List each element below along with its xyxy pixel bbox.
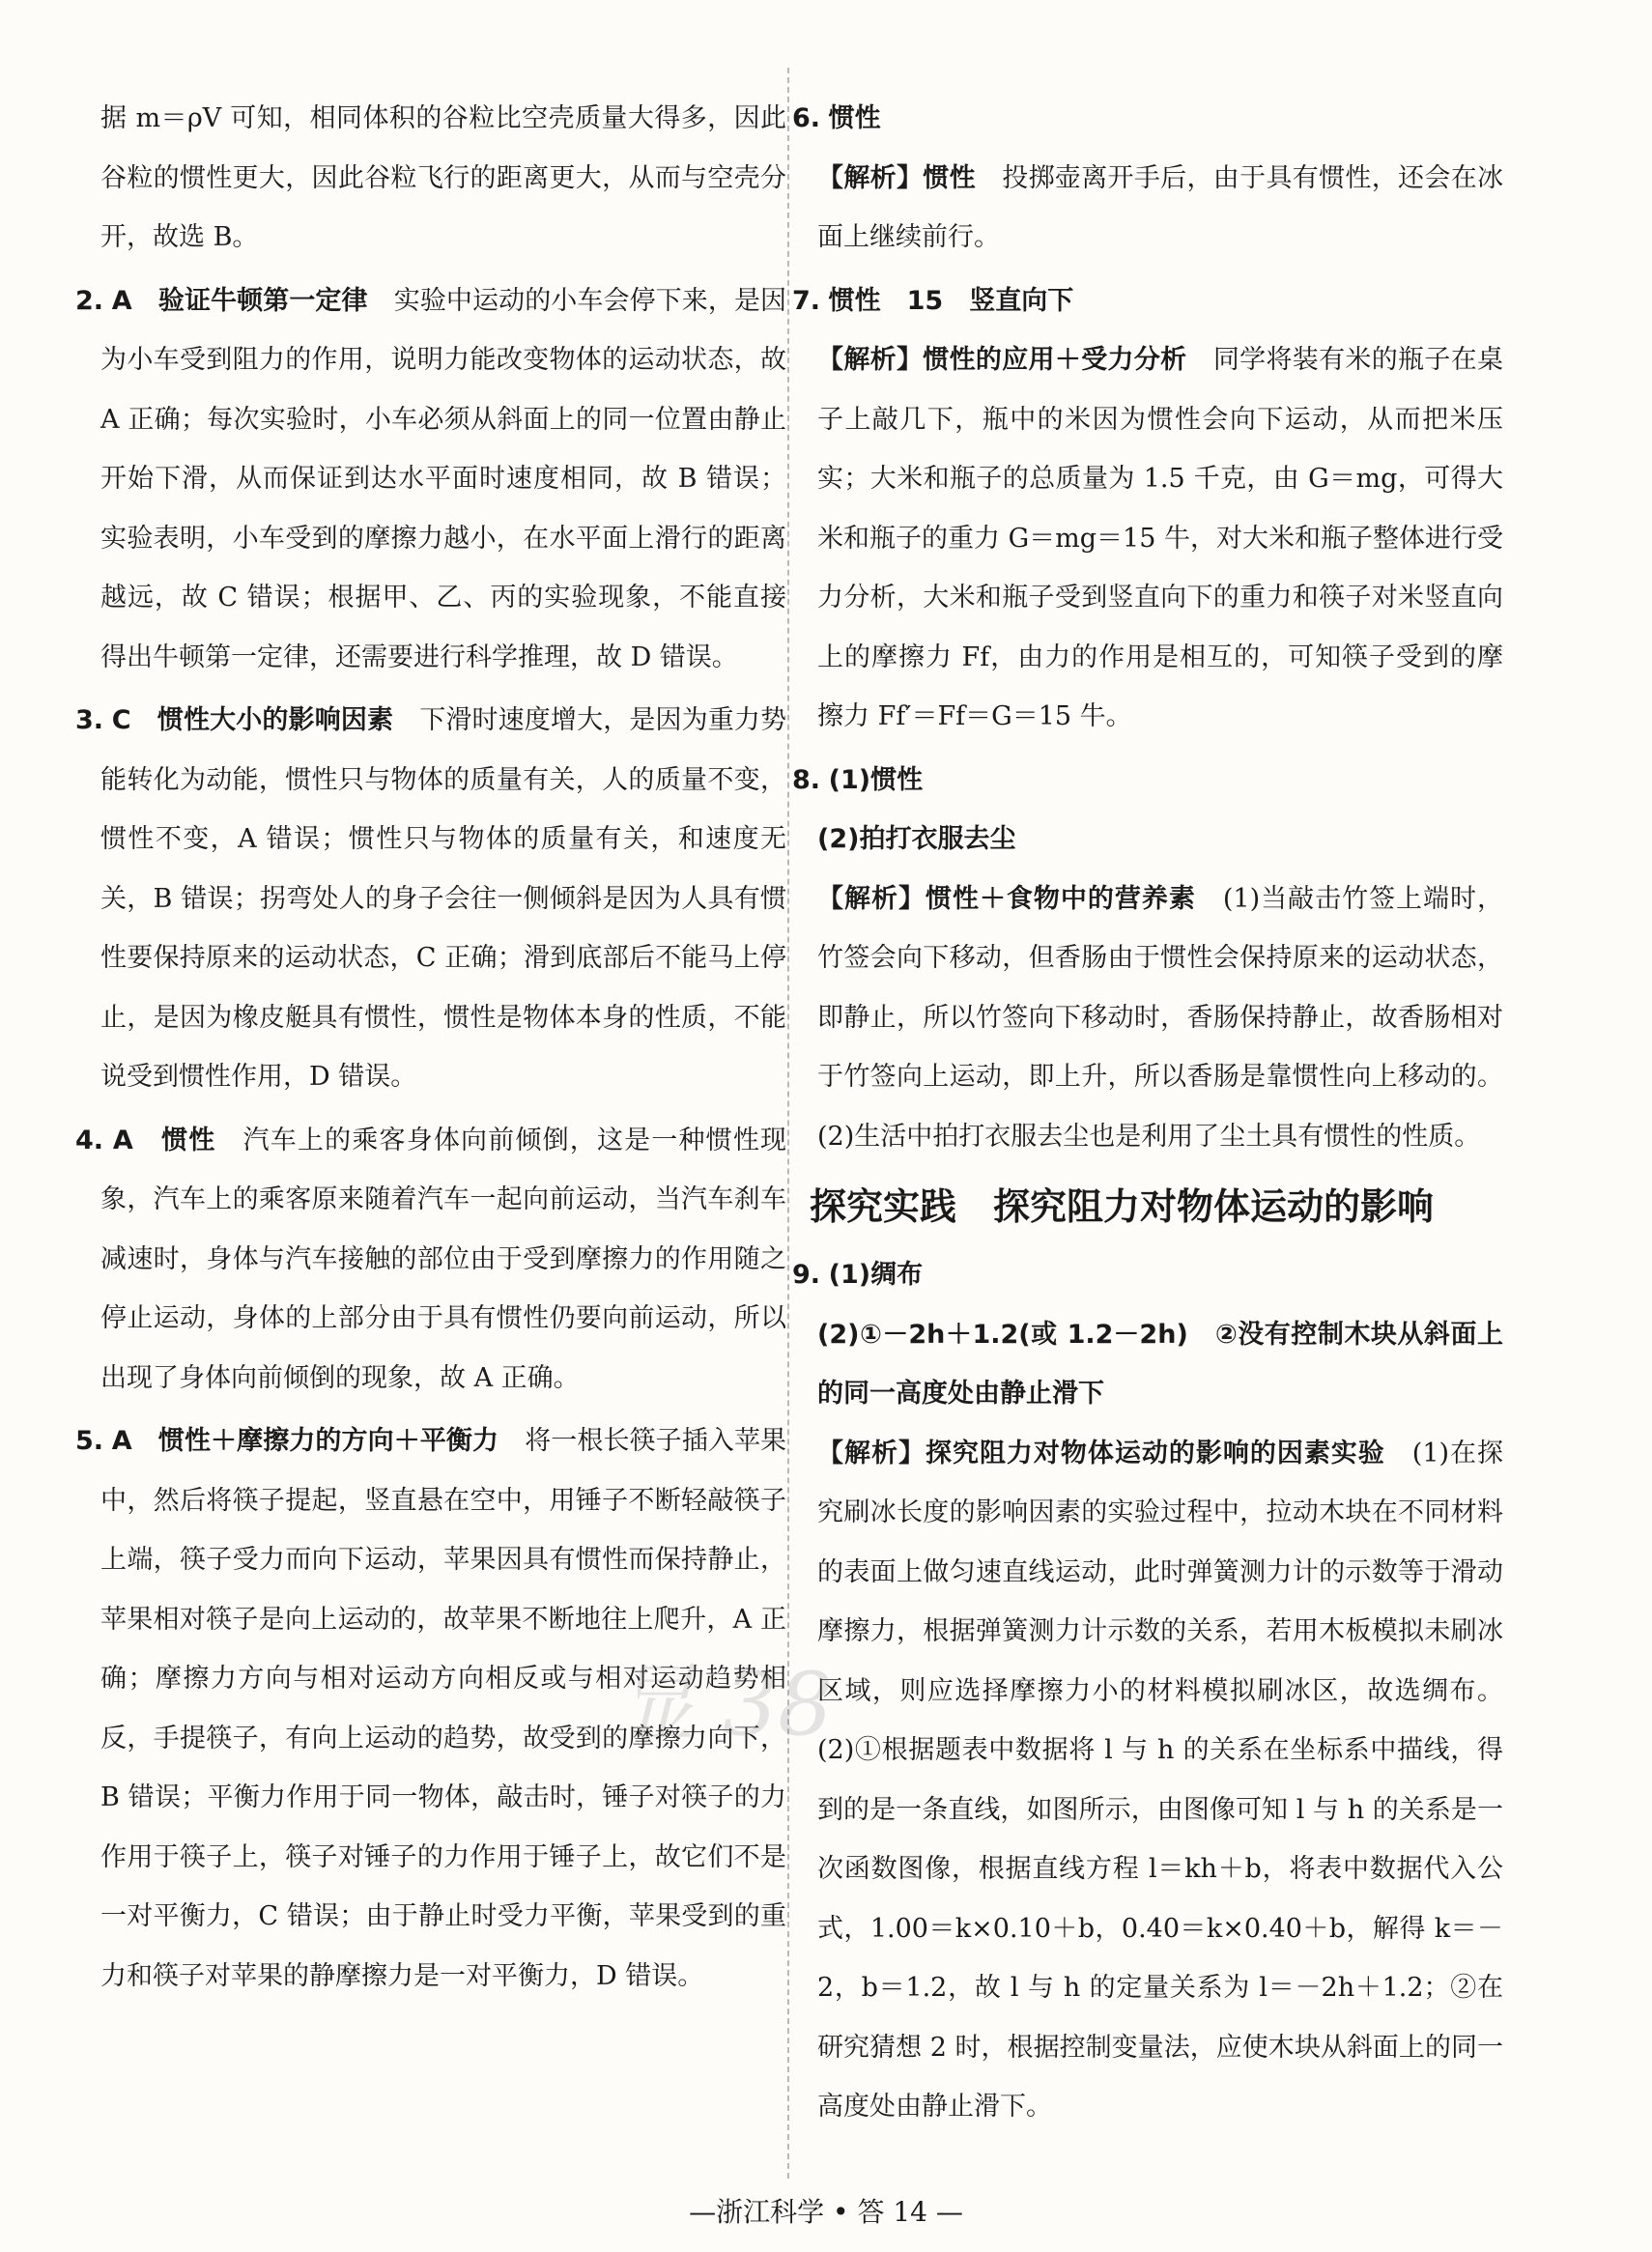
- q5-topic: 惯性＋摩擦力的方向＋平衡力: [157, 1426, 499, 1456]
- answer-6: [792, 89, 1504, 268]
- answer-5: [75, 1411, 787, 2006]
- q5-answer: A: [111, 1426, 132, 1456]
- q6-answer: 惯性: [828, 103, 881, 133]
- q5-text: 将一根长筷子插入苹果中，然后将筷子提起，竖直悬在空中，用锤子不断轻敲筷子上端，筷子受力而向下运动，苹果因具有惯性而保持静止，苹果相对筷子是向上运动的，故苹果不断地往上爬升，A 正确；摩擦力方向与相对运动方向相反或与相对运动趋势相反，手提筷子，有向上运动的趋势，故受到的摩擦力向下，B 错误；平衡力作用于同一物体，敲击时，锤子对筷子的力作用于筷子上，筷子对锤子的力作用于锤子上，故它们不是一对平衡力，C 错误；由于静止时受力平衡，苹果受到的重力和筷子对苹果的静摩擦力是一对平衡力，D 错误。: [100, 1426, 787, 1991]
- q9-topic: 探究阻力对物体运动的影响的因素实验: [925, 1438, 1385, 1468]
- q9-answer-1: (1)绸布: [828, 1260, 924, 1290]
- answer-3-body: [75, 691, 787, 1107]
- q8-topic: 惯性＋食物中的营养素: [925, 883, 1196, 914]
- answer-9: [792, 1245, 1504, 2137]
- q8-answer-2: (2)拍打衣服去尘: [817, 824, 1016, 854]
- q8-number: 8.: [792, 764, 821, 795]
- answer-4: [75, 1111, 787, 1409]
- q9-answer-2: (2)①－2h＋1.2(或 1.2－2h) ②没有控制木块从斜面上的同一高度处由静止滑下: [817, 1319, 1503, 1409]
- q7-analysis-label: 【解析】: [817, 345, 924, 375]
- answer-8: [792, 751, 1504, 1167]
- answer-7: [792, 271, 1504, 747]
- q8-text: (1)当敲击竹签上端时，竹签会向下移动，但香肠由于惯性会保持原来的运动状态，即静止，所以竹签向下移动时，香肠保持静止，故香肠相对于竹签向上运动，即上升，所以香肠是靠惯性向上移动的。(2)生活中拍打衣服去尘也是利用了尘土具有惯性的性质。: [817, 883, 1504, 1152]
- q8-header: [792, 751, 1503, 811]
- q9-analysis: [817, 1424, 1503, 2137]
- q5-number: 5.: [75, 1426, 104, 1456]
- intro-text: 据 m＝ρV 可知，相同体积的谷粒比空壳质量大得多，因此谷粒的惯性更大，因此谷粒飞行的距离更大，从而与空壳分开，故选 B。: [100, 103, 786, 252]
- q9-text: (1)在探究刷冰长度的影响因素的实验过程中，拉动木块在不同材料的表面上做匀速直线运动，此时弹簧测力计的示数等于滑动摩擦力，根据弹簧测力计示数的关系，若用木板模拟未刷冰区域，则应选择摩擦力小的材料模拟刷冰区，故选绸布。(2)①根据题表中数据将 l 与 h 的关系在坐标系中描线，得到的是一条直线，如图所示，由图像可知 l 与 h 的关系是一次函数图像，根据直线方程 l＝kh＋b，将表中数据代入公式，1.00＝k×0.10＋b，0.40＝k×0.40＋b，解得 k＝－2，b＝1.2，故 l 与 h 的定量关系为 l＝－2h＋1.2；②在研究猜想 2 时，根据控制变量法，应使木块从斜面上的同一高度处由静止滑下。: [817, 1438, 1504, 2122]
- q9-analysis-label: 【解析】: [817, 1438, 926, 1468]
- column-divider: [787, 68, 789, 2179]
- q8-analysis-label: 【解析】: [817, 883, 926, 914]
- q7-analysis: [817, 330, 1503, 747]
- q7-number: 7.: [792, 285, 821, 316]
- q4-number: 4.: [75, 1125, 104, 1155]
- q7-topic: 惯性的应用＋受力分析: [923, 345, 1187, 375]
- answer-2-body: [75, 271, 787, 688]
- q3-answer: C: [111, 705, 131, 735]
- left-column: [75, 89, 787, 2010]
- q3-number: 3.: [75, 705, 104, 735]
- q8-answer-1: (1)惯性: [828, 764, 924, 795]
- page-footer: —浙江科学 • 答 14 —: [689, 2196, 963, 2228]
- q8-answer-2-line: [817, 810, 1503, 869]
- answer-2: [75, 271, 787, 688]
- answer-4-body: [75, 1111, 787, 1409]
- section-heading: 探究实践 探究阻力对物体运动的影响: [810, 1185, 1435, 1228]
- q7-text: 同学将装有米的瓶子在桌子上敲几下，瓶中的米因为惯性会向下运动，从而把米压实；大米和瓶子的总质量为 1.5 千克，由 G＝mg，可得大米和瓶子的重力 G＝mg＝15 牛，对大米和瓶子整体进行受力分析，大米和瓶子受到竖直向下的重力和筷子对米竖直向上的摩擦力 Ff，由力的作用是相互的，可知筷子受到的摩擦力 Ff′＝Ff＝G＝15 牛。: [817, 345, 1504, 731]
- q4-text: 汽车上的乘客身体向前倾倒，这是一种惯性现象，汽车上的乘客原来随着汽车一起向前运动，当汽车刹车减速时，身体与汽车接触的部位由于受到摩擦力的作用随之停止运动，身体的上部分由于具有惯性仍要向前运动，所以出现了身体向前倾倒的现象，故 A 正确。: [100, 1125, 787, 1393]
- q8-analysis: [817, 869, 1503, 1167]
- q6-text: 投掷壶离开手后，由于具有惯性，还会在冰面上继续前行。: [817, 162, 1504, 252]
- q6-analysis: [817, 149, 1503, 268]
- intro-paragraph: [100, 89, 786, 268]
- q2-text: 实验中运动的小车会停下来，是因为小车受到阻力的作用，说明力能改变物体的运动状态，故 A 正确；每次实验时，小车必须从斜面上的同一位置由静止开始下滑，从而保证到达水平面时速度相同，故 B 错误；实验表明，小车受到的摩擦力越小，在水平面上滑行的距离越远，故 C 错误；根据甲、乙、丙的实验现象，不能直接得出牛顿第一定律，还需要进行科学推理，故 D 错误。: [100, 285, 787, 672]
- answer-5-body: [75, 1411, 787, 2006]
- q3-topic: 惯性大小的影响因素: [157, 705, 394, 735]
- q6-number: 6.: [792, 103, 821, 133]
- q3-text: 下滑时速度增大，是因为重力势能转化为动能，惯性只与物体的质量有关，人的质量不变，惯性不变，A 错误；惯性只与物体的质量有关，和速度无关，B 错误；拐弯处人的身子会往一侧倾斜是因为人具有惯性要保持原来的运动状态，C 正确；滑到底部后不能马上停止，是因为橡皮艇具有惯性，惯性是物体本身的性质，不能说受到惯性作用，D 错误。: [100, 705, 787, 1092]
- q9-answer-2-line: [817, 1305, 1503, 1424]
- watermark-text: 38: [722, 1654, 831, 1755]
- q9-number: 9.: [792, 1260, 821, 1290]
- q4-answer: A: [112, 1125, 133, 1155]
- q9-header: [792, 1245, 1503, 1305]
- answer-3: [75, 691, 787, 1107]
- right-column: [792, 89, 1504, 2141]
- q7-answer: 惯性 15 竖直向下: [828, 285, 1074, 316]
- q2-answer: A: [111, 285, 132, 316]
- q6-analysis-label: 【解析】: [817, 162, 924, 193]
- q4-topic: 惯性: [161, 1125, 216, 1155]
- q7-header: [792, 271, 1503, 331]
- q2-number: 2.: [75, 285, 104, 316]
- q6-header: [792, 89, 1503, 149]
- q6-topic: 惯性: [923, 162, 976, 193]
- q2-topic: 验证牛顿第一定律: [157, 285, 368, 316]
